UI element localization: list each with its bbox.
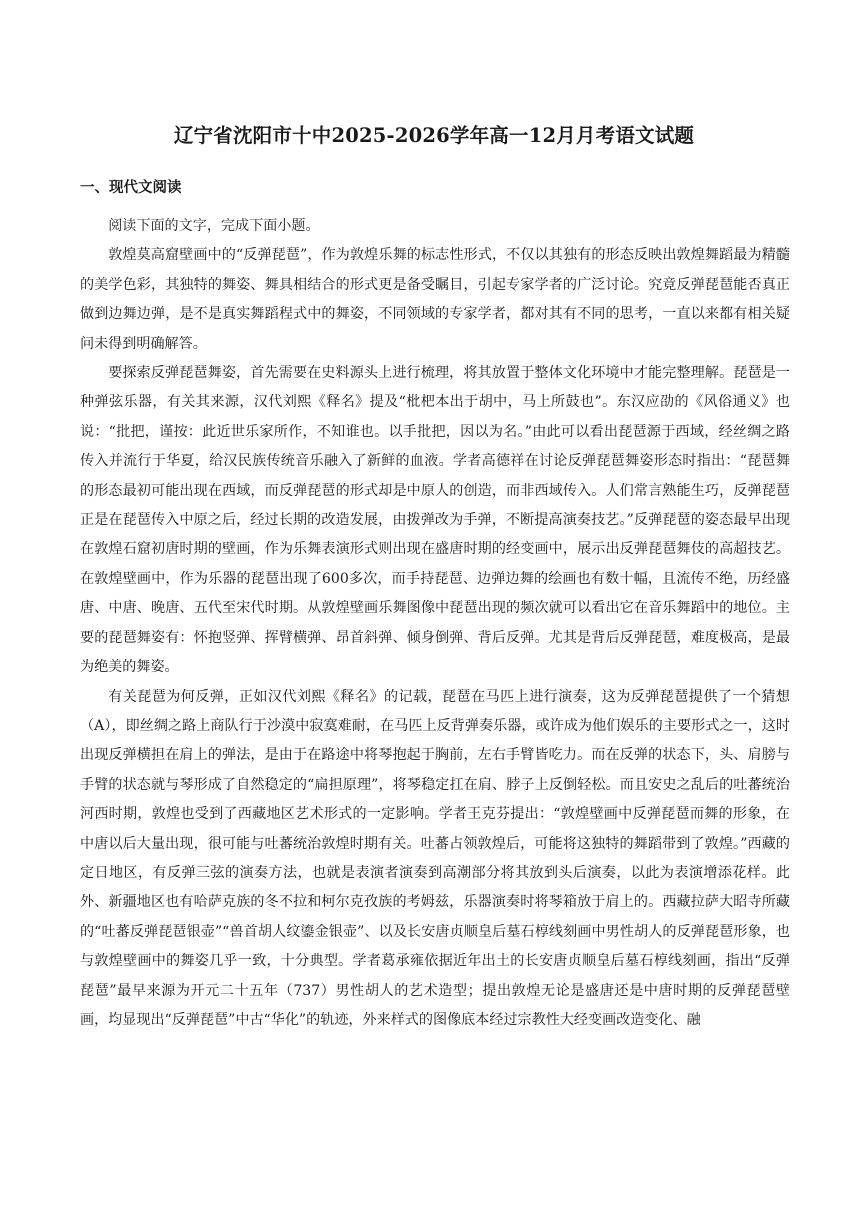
document-title: 辽宁省沈阳市十中2025-2026学年高一12月月考语文试题 — [173, 124, 695, 147]
paragraph: 要探索反弹琵琶舞姿，首先需要在史料源头上进行梳理，将其放置于整体文化环境中才能完整理解。琵琶是一种弹弦乐器，有关其来源，汉代刘熙《释名》提及“枇杷本出于胡中，马上所鼓也”。东汉应劭的《风俗通义》也说：“批把，谨按：此近世乐家所作，不知谁也。以手批把，因以为名。”由此可以看出琵琶源于西域，经丝绸之路传入并流行于华夏，给汉民族传统音乐融入了新鲜的血液。学者高德祥在讨论反弹琵琶舞姿形态时指出：“琵琶舞的形态最初可能出现在西域，而反弹琵琶的形式却是中原人的创造，而非西域传入。人们常言熟能生巧，反弹琵琶正是在琵琶传入中原之后，经过长期的改造发展，由拨弹改为手弹，不断提高演奏技艺。”反弹琵琶的姿态最早出现在敦煌石窟初唐时期的壁画，作为乐舞表演形式则出现在盛唐时期的经变画中，展示出反弹琵琶舞伎的高超技艺。在敦煌壁画中，作为乐器的琵琶出现了600多次，而手持琵琶、边弹边舞的绘画也有数十幅，且流传不绝，历经盛唐、中唐、晚唐、五代至宋代时期。从敦煌壁画乐舞图像中琵琶出现的频次就可以看出它在音乐舞蹈中的地位。主要的琵琶舞姿有：怀抱竖弹、挥臂横弹、昂首斜弹、倾身倒弹、背后反弹。尤其是背后反弹琵琶，难度极高，是最为绝美的舞姿。 — [80, 365, 790, 676]
paragraph-instruction: 阅读下面的文字，完成下面小题。 — [108, 218, 320, 234]
document-body — [80, 212, 790, 1035]
section-heading: 一、现代文阅读 — [80, 180, 182, 196]
paragraph: 敦煌莫高窟壁画中的“反弹琵琶”，作为敦煌乐舞的标志性形式，不仅以其独有的形态反映出敦煌舞蹈最为精髓的美学色彩，其独特的舞姿、舞具相结合的形式更是备受瞩目，引起专家学者的广泛讨论。究竟反弹琵琶能否真正做到边舞边弹，是不是真实舞蹈程式中的舞姿，不同领域的专家学者，都对其有不同的思考，一直以来都有相关疑问未得到明确解答。 — [80, 247, 790, 352]
paragraph: 有关琵琶为何反弹，正如汉代刘熙《释名》的记载，琵琶在马匹上进行演奏，这为反弹琵琶提供了一个猜想（A），即丝绸之路上商队行于沙漠中寂寞难耐，在马匹上反背弹奏乐器，或许成为他们娱乐的主要形式之一，这时出现反弹横担在肩上的弹法，是由于在路途中将琴抱起于胸前，左右手臂皆吃力。而在反弹的状态下，头、肩膀与手臂的状态就与琴形成了自然稳定的“扁担原理”，将琴稳定扛在肩、脖子上反倒轻松。而且安史之乱后的吐蕃统治河西时期，敦煌也受到了西藏地区艺术形式的一定影响。学者王克芬提出：“敦煌壁画中反弹琵琶而舞的形象，在中唐以后大量出现，很可能与吐蕃统治敦煌时期有关。吐蕃占领敦煌后，可能将这独特的舞蹈带到了敦煌。”西藏的定日地区，有反弹三弦的演奏方法，也就是表演者演奏到高潮部分将其放到头后演奏，以此为表演增添花样。此外、新疆地区也有哈萨克族的冬不拉和柯尔克孜族的考姆兹，乐器演奏时将琴箱放于肩上的。西藏拉萨大昭寺所藏的“吐蕃反弹琵琶银壶”“兽首胡人纹鎏金银壶”、以及长安唐贞顺皇后墓石椁线刻画中男性胡人的反弹琵琶形象，也与敦煌壁画中的舞姿几乎一致，十分典型。学者葛承雍依据近年出土的长安唐贞顺皇后墓石椁线刻画，指出“反弹琵琶”最早来源为开元二十五年（737）男性胡人的艺术造型；提出敦煌无论是盛唐还是中唐时期的反弹琵琶壁画，均显现出“反弹琵琶”中古“华化”的轨迹，外来样式的图像底本经过宗教性大经变画改造变化、融 — [80, 688, 790, 1028]
